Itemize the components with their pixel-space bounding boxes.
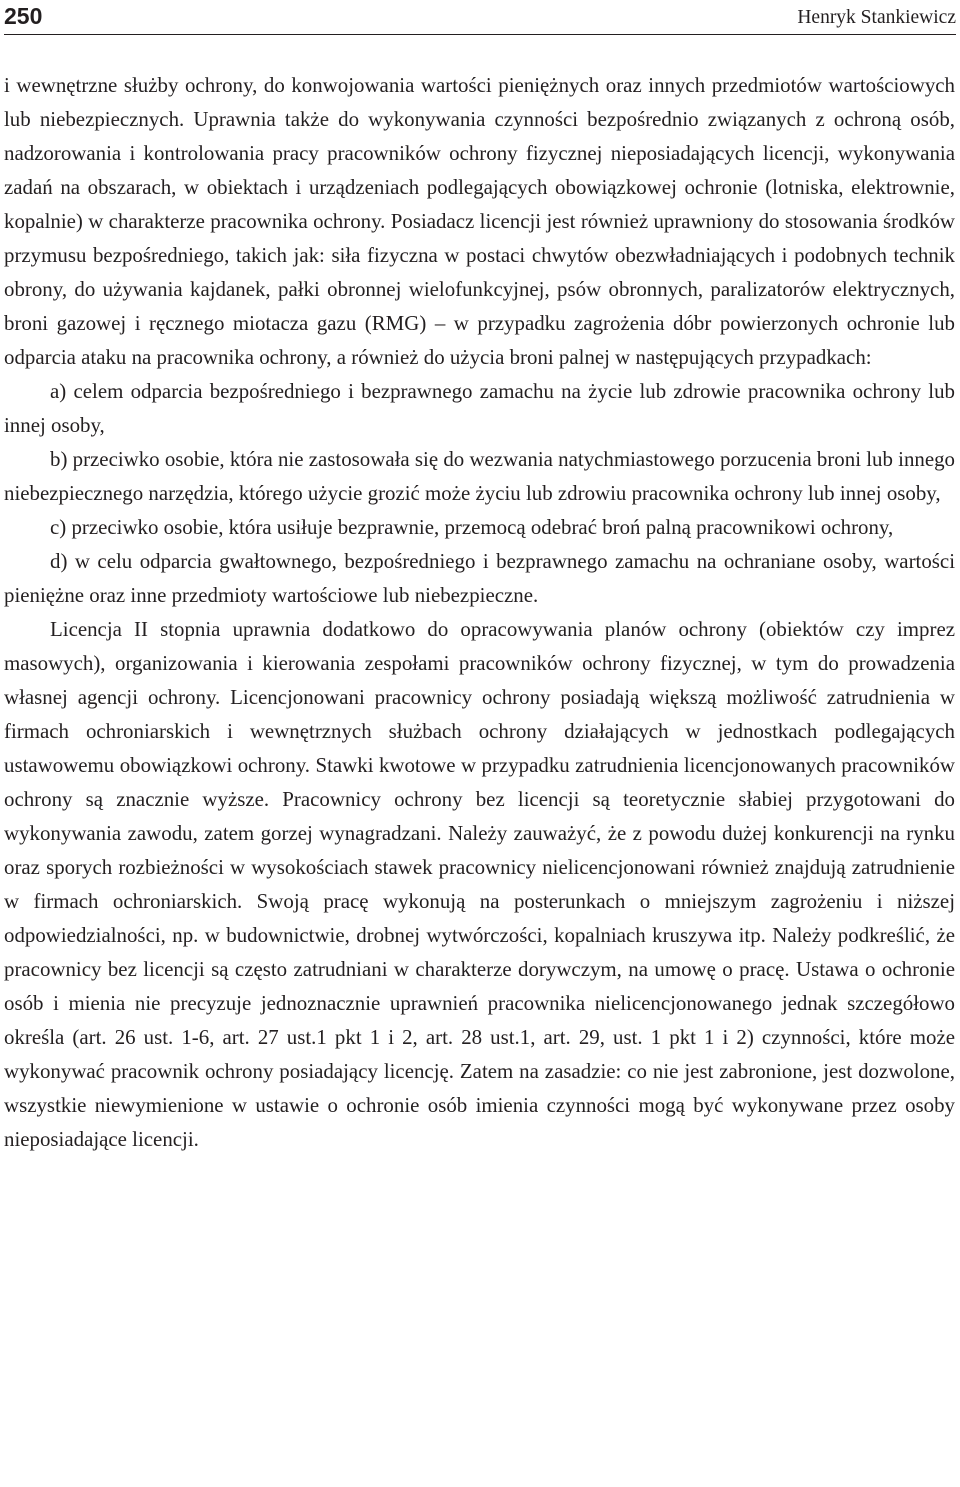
- page-body: [4, 68, 955, 1156]
- running-head-author: Henryk Stankiewicz: [797, 7, 956, 28]
- page-number: 250: [4, 3, 43, 29]
- page-header: [4, 0, 956, 35]
- paragraph-licencja-ii: Licencja II stopnia uprawnia dodatkowo do opracowywania planów ochrony (obiektów czy imprez masowych), organizowania i kierowania zespołami pracowników ochrony fizycznej, w tym do prowadzenia własnej agencji ochrony. Licencjonowani pracownicy ochrony posiadają większą możliwość zatrudnienia w firmach ochroniarskich i wewnętrznych służbach ochrony działających w jednostkach podlegających ustawowemu obowiązkowi ochrony. Stawki kwotowe w przypadku zatrudnienia licencjonowanych pracowników ochrony są znacznie wyższe. Pracownicy ochrony bez licencji są teoretycznie słabiej przygotowani do wykonywania zawodu, zatem gorzej wynagradzani. Należy zauważyć, że z powodu dużej konkurencji na rynku oraz sporych rozbieżności w wysokościach stawek pracownicy nielicencjonowani również znajdują zatrudnienie w firmach ochroniarskich. Swoją pracę wykonują na posterunkach o mniejszym zagrożeniu i niższej odpowiedzialności, np. w budownictwie, drobnej wytwórczości, kopalniach kruszywa itp. Należy podkreślić, że pracownicy bez licencji są często zatrudniani w charakterze dorywczym, na umowę o pracę. Ustawa o ochronie osób i mienia nie precyzuje jednoznacznie uprawnień pracownika nielicencjonowanego jednak szczegółowo określa (art. 26 ust. 1-6, art. 27 ust.1 pkt 1 i 2, art. 28 ust.1, art. 29, ust. 1 pkt 1 i 2) czynności, które może wykonywać pracownik ochrony posiadający licencję. Zatem na zasadzie: co nie jest zabronione, jest dozwolone, wszystkie niewymienione w ustawie o ochronie osób imienia czynności mogą być wykonywane przez osoby nieposiadające licencji.: [4, 617, 955, 1151]
- list-item-d: d) w celu odparcia gwałtownego, bezpośredniego i bezprawnego zamachu na ochraniane osoby, wartości pieniężne oraz inne przedmioty wartościowe lub niebezpieczne.: [4, 549, 955, 607]
- paragraph-continuation: i wewnętrzne służby ochrony, do konwojowania wartości pieniężnych oraz innych przedmiotów wartościowych lub niebezpiecznych. Uprawnia także do wykonywania czynności bezpośrednio związanych z ochroną osób, nadzorowania i kontrolowania pracy pracowników ochrony fizycznej nieposiadających licencji, wykonywania zadań na obszarach, w obiektach i urządzeniach podlegających obowiązkowej ochronie (lotniska, elektrownie, kopalnie) w charakterze pracownika ochrony. Posiadacz licencji jest również uprawniony do stosowania środków przymusu bezpośredniego, takich jak: siła fizyczna w postaci chwytów obezwładniających i podobnych technik obrony, do używania kajdanek, pałki obronnej wielofunkcyjnej, psów obronnych, paralizatorów elektrycznych, broni gazowej i ręcznego miotacza gazu (RMG) – w przypadku zagrożenia dóbr powierzonych ochronie lub odparcia ataku na pracownika ochrony, a również do użycia broni palnej w następujących przypadkach:: [4, 73, 955, 369]
- list-item-a: a) celem odparcia bezpośredniego i bezprawnego zamachu na życie lub zdrowie pracownika ochrony lub innej osoby,: [4, 379, 955, 437]
- list-item-b: b) przeciwko osobie, która nie zastosowała się do wezwania natychmiastowego porzucenia broni lub innego niebezpiecznego narzędzia, którego użycie grozić może życiu lub zdrowiu pracownika ochrony lub innej osoby,: [4, 447, 955, 505]
- list-item-c: c) przeciwko osobie, która usiłuje bezprawnie, przemocą odebrać broń palną pracownikowi ochrony,: [50, 515, 894, 539]
